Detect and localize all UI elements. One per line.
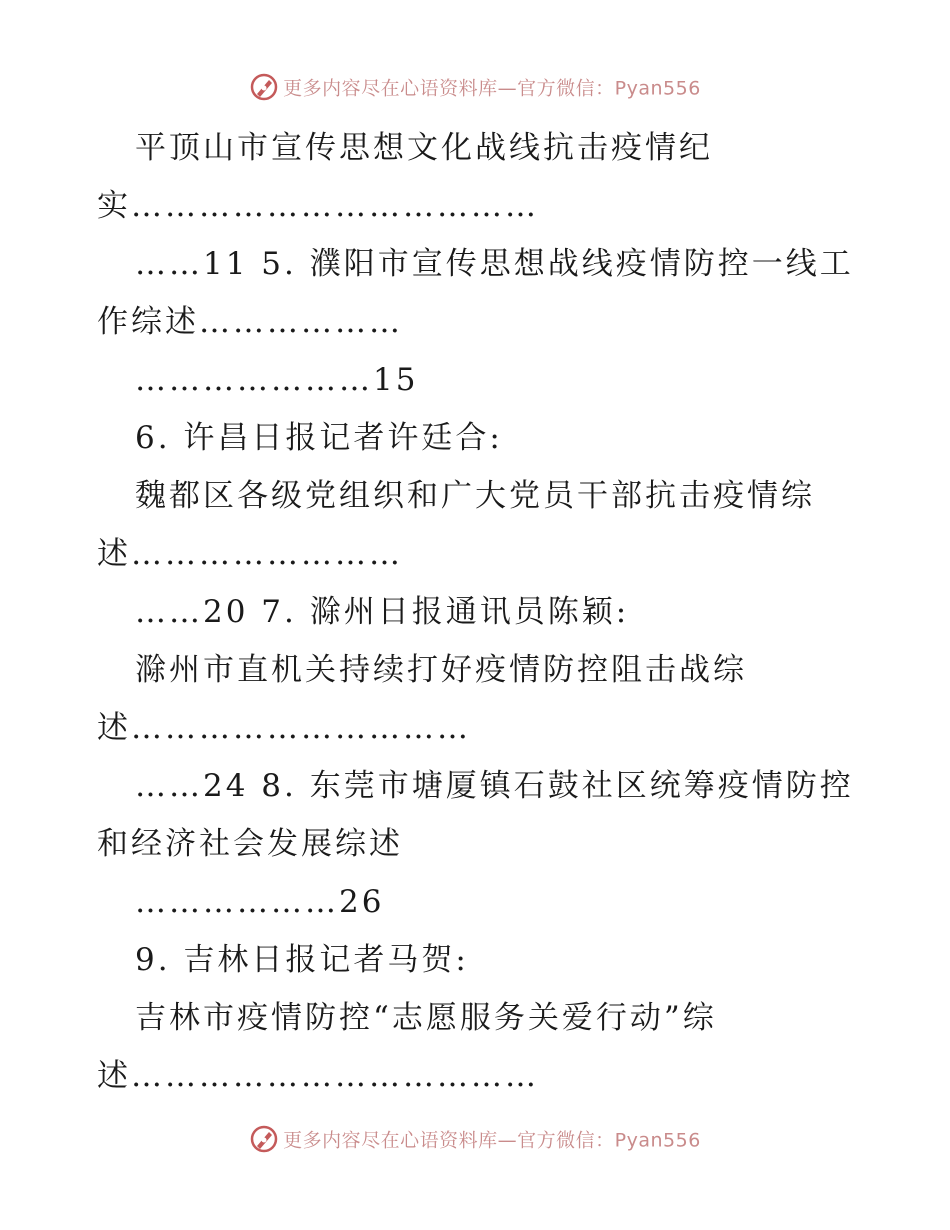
watermark-text: 更多内容尽在心语资料库—官方微信：Pyan556 <box>283 1129 701 1152</box>
toc-line: 和经济社会发展综述 <box>97 826 403 862</box>
toc-line: 述………………………… <box>97 710 471 746</box>
watermark-footer <box>0 1124 950 1154</box>
toc-line: ……20 7. 滁州日报通讯员陈颖: <box>135 594 630 630</box>
toc-line: 实……………………………… <box>97 188 539 224</box>
toc-line: 作综述……………… <box>97 304 403 340</box>
toc-line: ……11 5. 濮阳市宣传思想战线疫情防控一线工 <box>135 246 854 282</box>
toc-line: 滁州市直机关持续打好疫情防控阻击战综 <box>135 652 747 688</box>
toc-line: 吉林市疫情防控“志愿服务关爱行动”综 <box>135 1000 717 1036</box>
toc-line: …………………15 <box>135 362 419 398</box>
toc-line: 6. 许昌日报记者许廷合: <box>135 420 503 456</box>
toc-line: ……24 8. 东莞市塘厦镇石鼓社区统筹疫情防控 <box>135 768 854 804</box>
toc-line: 述…………………… <box>97 536 403 572</box>
watermark-header <box>0 72 950 102</box>
toc-line: 述……………………………… <box>97 1058 539 1094</box>
pen-swirl-icon <box>249 72 279 102</box>
toc-line: ………………26 <box>135 884 385 920</box>
toc-line: 魏都区各级党组织和广大党员干部抗击疫情综 <box>135 478 815 514</box>
toc-line: 平顶山市宣传思想文化战线抗击疫情纪 <box>135 130 713 166</box>
watermark-text: 更多内容尽在心语资料库—官方微信：Pyan556 <box>283 77 701 100</box>
toc-line: 9. 吉林日报记者马贺: <box>135 942 469 978</box>
pen-swirl-icon <box>249 1124 279 1154</box>
